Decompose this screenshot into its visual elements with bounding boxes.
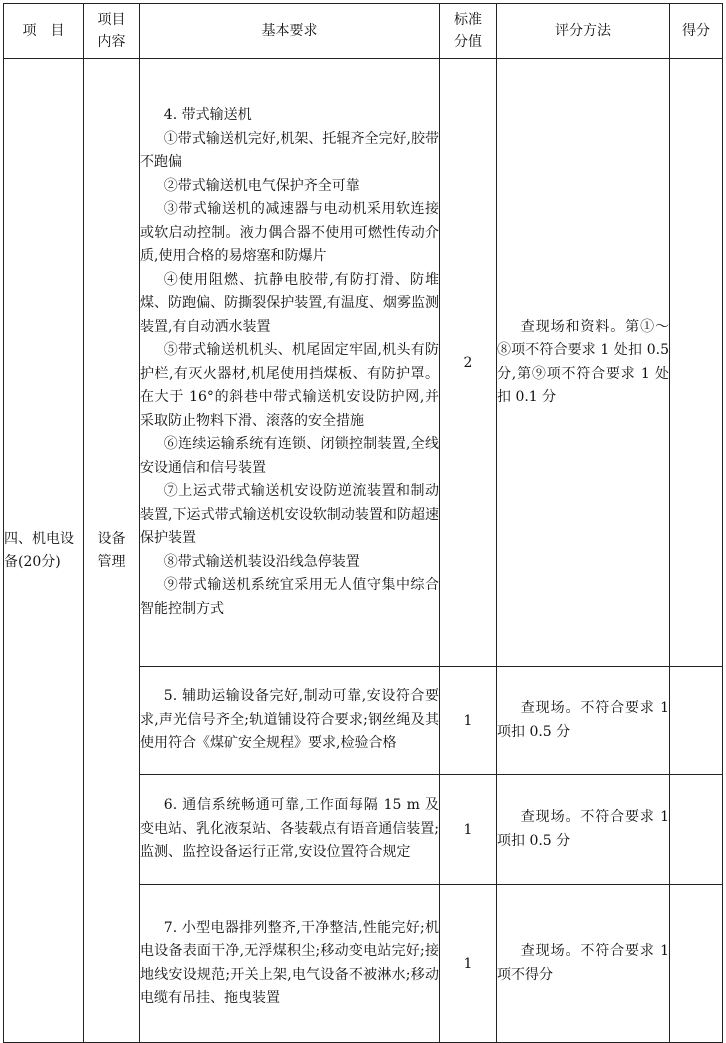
method-text: 查现场。不符合要求 1 项不得分	[497, 943, 669, 983]
requirements-cell	[140, 885, 440, 1043]
header-requirements: 基本要求	[140, 4, 440, 59]
standard-score-cell: 2	[440, 59, 497, 667]
requirement-line: ③带式输送机的减速器与电动机采用软连接或软启动控制。液力偶合器不使用可燃性传动介质,使用合格的易熔塞和防爆片	[140, 201, 439, 264]
requirement-line: ①带式输送机完好,机架、托辊齐全完好,胶带不跑偏	[140, 130, 439, 170]
method-text: 查现场和资料。第①～⑧项不符合要求 1 处扣 0.5 分,第⑨项不符合要求 1 处扣 0.1 分	[497, 318, 669, 405]
requirement-line: ⑧带式输送机装设沿线急停装置	[163, 553, 360, 570]
standard-score-cell: 1	[440, 667, 497, 775]
requirement-line: 5. 辅助运输设备完好,制动可靠,安设符合要求,声光信号齐全;轨道铺设符合要求;钢丝绳及其使用符合《煤矿安全规程》要求,检验合格	[140, 688, 439, 752]
method-cell	[497, 667, 670, 775]
requirement-line: 4. 带式输送机	[163, 107, 252, 123]
score-cell[interactable]	[670, 59, 723, 667]
subcategory-cell: 设备管理	[84, 59, 140, 1043]
method-cell	[497, 59, 670, 667]
method-cell	[497, 775, 670, 885]
table-row	[4, 59, 723, 667]
header-content: 项目内容	[84, 4, 140, 59]
method-text: 查现场。不符合要求 1 项扣 0.5 分	[497, 809, 669, 849]
requirement-line: 6. 通信系统畅通可靠,工作面每隔 15 m 及变电站、乳化液泵站、各装载点有语音通信装置;监测、监控设备运行正常,安设位置符合规定	[140, 797, 439, 861]
requirement-line: ④使用阻燃、抗静电胶带,有防打滑、防堆煤、防跑偏、防撕裂保护装置,有温度、烟雾监测装置,有自动洒水装置	[140, 271, 439, 335]
method-cell	[497, 885, 670, 1043]
requirement-line: ⑤带式输送机机头、机尾固定牢固,机头有防护栏,有灭火器材,机尾使用挡煤板、有防护罩。在大于 16°的斜巷中带式输送机安设防护网,并采取防止物料下滑、滚落的安全措施	[140, 342, 439, 429]
header-row	[4, 4, 723, 59]
category-cell: 四、机电设备(20分)	[4, 59, 84, 1043]
method-text: 查现场。不符合要求 1 项扣 0.5 分	[497, 700, 669, 740]
requirement-line: 7. 小型电器排列整齐,干净整洁,性能完好;机电设备表面干净,无浮煤积尘;移动变电站完好;接地线安设规范;开关上架,电气设备不被淋水;移动电缆有吊挂、拖曳装置	[140, 919, 439, 1006]
header-item: 项 目	[4, 4, 84, 59]
score-cell[interactable]	[670, 775, 723, 885]
scoring-table	[3, 3, 723, 1043]
requirements-cell	[140, 775, 440, 885]
requirement-line: ⑦上运式带式输送机安设防逆流装置和制动装置,下运式带式输送机安设软制动装置和防超速保护装置	[140, 483, 439, 546]
requirements-cell	[140, 667, 440, 775]
score-cell[interactable]	[670, 885, 723, 1043]
standard-score-cell: 1	[440, 775, 497, 885]
standard-score-cell: 1	[440, 885, 497, 1043]
requirements-cell	[140, 59, 440, 667]
header-method: 评分方法	[497, 4, 670, 59]
header-standard-score: 标准分值	[440, 4, 497, 59]
requirement-line: ⑨带式输送机系统宜采用无人值守集中综合智能控制方式	[140, 577, 439, 617]
score-cell[interactable]	[670, 667, 723, 775]
requirement-line: ②带式输送机电气保护齐全可靠	[163, 177, 360, 194]
requirement-line: ⑥连续运输系统有连锁、闭锁控制装置,全线安设通信和信号装置	[140, 436, 439, 476]
header-score: 得分	[670, 4, 723, 59]
